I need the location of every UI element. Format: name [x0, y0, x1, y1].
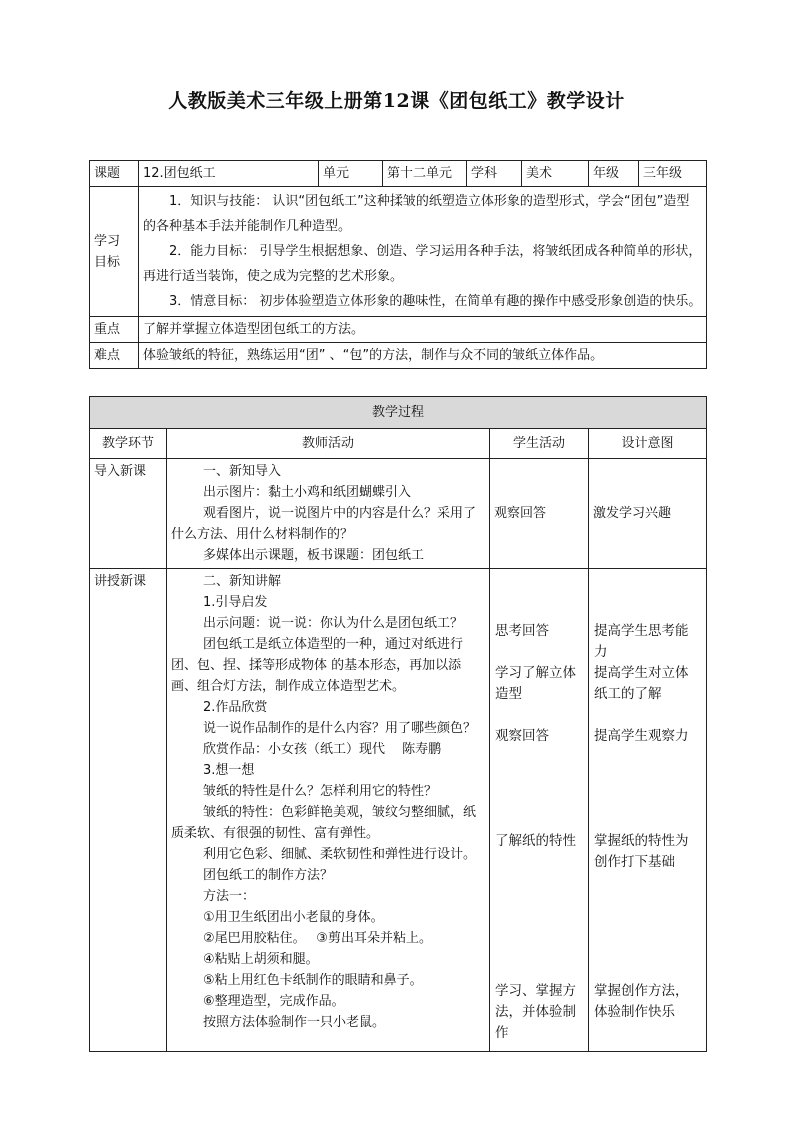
info-row	[90, 161, 707, 187]
objective-item: 3．情意目标： 初步体验塑造立体形象的趣味性，在简单有趣的操作中感受形象创造的快乐。	[169, 294, 702, 309]
objectives-label: 学习 目标	[90, 187, 139, 317]
student-activity-item: 了解纸的特性	[495, 833, 576, 849]
column-header: 教学环节	[90, 429, 167, 459]
lecture-student-activity	[490, 569, 589, 1052]
stage-intro: 导入新课	[90, 459, 167, 569]
objective-item: 2．能力目标： 引导学生根据想象、创造、学习运用各种手法，将皱纸团成各种简单的形状，再进行适当装饰，使之成为完整的艺术形象。	[143, 244, 702, 284]
design-intent-item: 提高学生对立体纸工的了解	[594, 665, 689, 702]
stage-lecture: 讲授新课	[90, 569, 167, 1052]
intro-student-activity: 观察回答	[490, 459, 589, 569]
intro-design-intent: 激发学习兴趣	[589, 459, 707, 569]
lecture-design-intent	[589, 569, 707, 1052]
subject-label: 学科	[467, 161, 522, 187]
student-activity-item: 思考回答	[495, 623, 549, 639]
column-header: 学生活动	[490, 429, 589, 459]
unit-label: 单元	[319, 161, 383, 187]
process-header-row	[90, 397, 707, 429]
topic-value: 12.团包纸工	[139, 161, 319, 187]
design-intent-item: 掌握创作方法，体验制作快乐	[594, 983, 689, 1020]
intro-row	[90, 459, 707, 569]
topic-label: 课题	[90, 161, 139, 187]
difficulty-row	[90, 343, 707, 369]
design-intent-item: 提高学生观察力	[594, 728, 689, 744]
process-header: 教学过程	[90, 397, 707, 429]
column-header: 教师活动	[167, 429, 490, 459]
column-header: 设计意图	[589, 429, 707, 459]
lecture-row	[90, 569, 707, 1052]
objective-item: 1．知识与技能： 认识“团包纸工”这种揉皱的纸塑造立体形象的造型形式，学会“团包”造型的各种基本手法并能制作几种造型。	[143, 194, 690, 234]
grade-value: 三年级	[639, 161, 707, 187]
objectives-row	[90, 187, 707, 317]
process-table	[89, 396, 707, 1052]
student-activity-item: 观察回答	[495, 728, 549, 744]
grade-label: 年级	[589, 161, 639, 187]
design-intent-item: 掌握纸的特性为创作打下基础	[594, 833, 689, 870]
student-activity-item: 学习了解立体造型	[495, 665, 576, 702]
difficulty-label: 难点	[90, 343, 139, 369]
student-activity-item: 学习、掌握方法，并体验制作	[495, 983, 576, 1041]
lecture-teacher-activity: 二、新知讲解 1.引导启发 出示问题：说一说：你认为什么是团包纸工？ 团包纸工是纸立体造型的一种，通过对纸进行团、包、捏、揉等形成物体 的基本形态，再加以添画、组合灯方法，制作成立体造型艺术。 2.作品欣赏 说一说作品制作的是什么内容？用了哪些颜色？ 欣赏作品：小女孩（纸工）现代 陈寿鹏 3.想一想 皱纸的特性是什么？怎样利用它的特性？ 皱纸的特性：色彩鲜艳美观，皱纹匀整细腻，纸质柔软、有很强的韧性、富有弹性。 利用它色彩、细腻、柔软韧性和弹性进行设计。 团包纸工的制作方法？ 方法一： ①用卫生纸团出小老鼠的身体。 ②尾巴用胶粘住。 ③剪出耳朵并粘上。 ④粘贴上胡须和腿。 ⑤粘上用红色卡纸制作的眼睛和鼻子。 ⑥整理造型，完成作品。 按照方法体验制作一只小老鼠。	[167, 569, 490, 1052]
process-columns-row	[90, 429, 707, 459]
unit-value: 第十二单元	[383, 161, 467, 187]
difficulty-text: 体验皱纸的特征，熟练运用“团” 、“包”的方法，制作与众不同的皱纸立体作品。	[139, 343, 707, 369]
info-table	[89, 160, 707, 369]
key-text: 了解并掌握立体造型团包纸工的方法。	[139, 317, 707, 343]
intro-teacher-activity: 一、新知导入 出示图片：黏土小鸡和纸团蝴蝶引入 观看图片，说一说图片中的内容是什么？采用了什么方法、用什么材料制作的？ 多媒体出示课题，板书课题：团包纸工	[167, 459, 490, 569]
key-label: 重点	[90, 317, 139, 343]
design-intent-item: 提高学生思考能力	[594, 623, 689, 660]
objectives-content	[139, 187, 707, 317]
subject-value: 美术	[522, 161, 589, 187]
key-row	[90, 317, 707, 343]
page-title: 人教版美术三年级上册第12课《团包纸工》教学设计	[168, 90, 625, 112]
